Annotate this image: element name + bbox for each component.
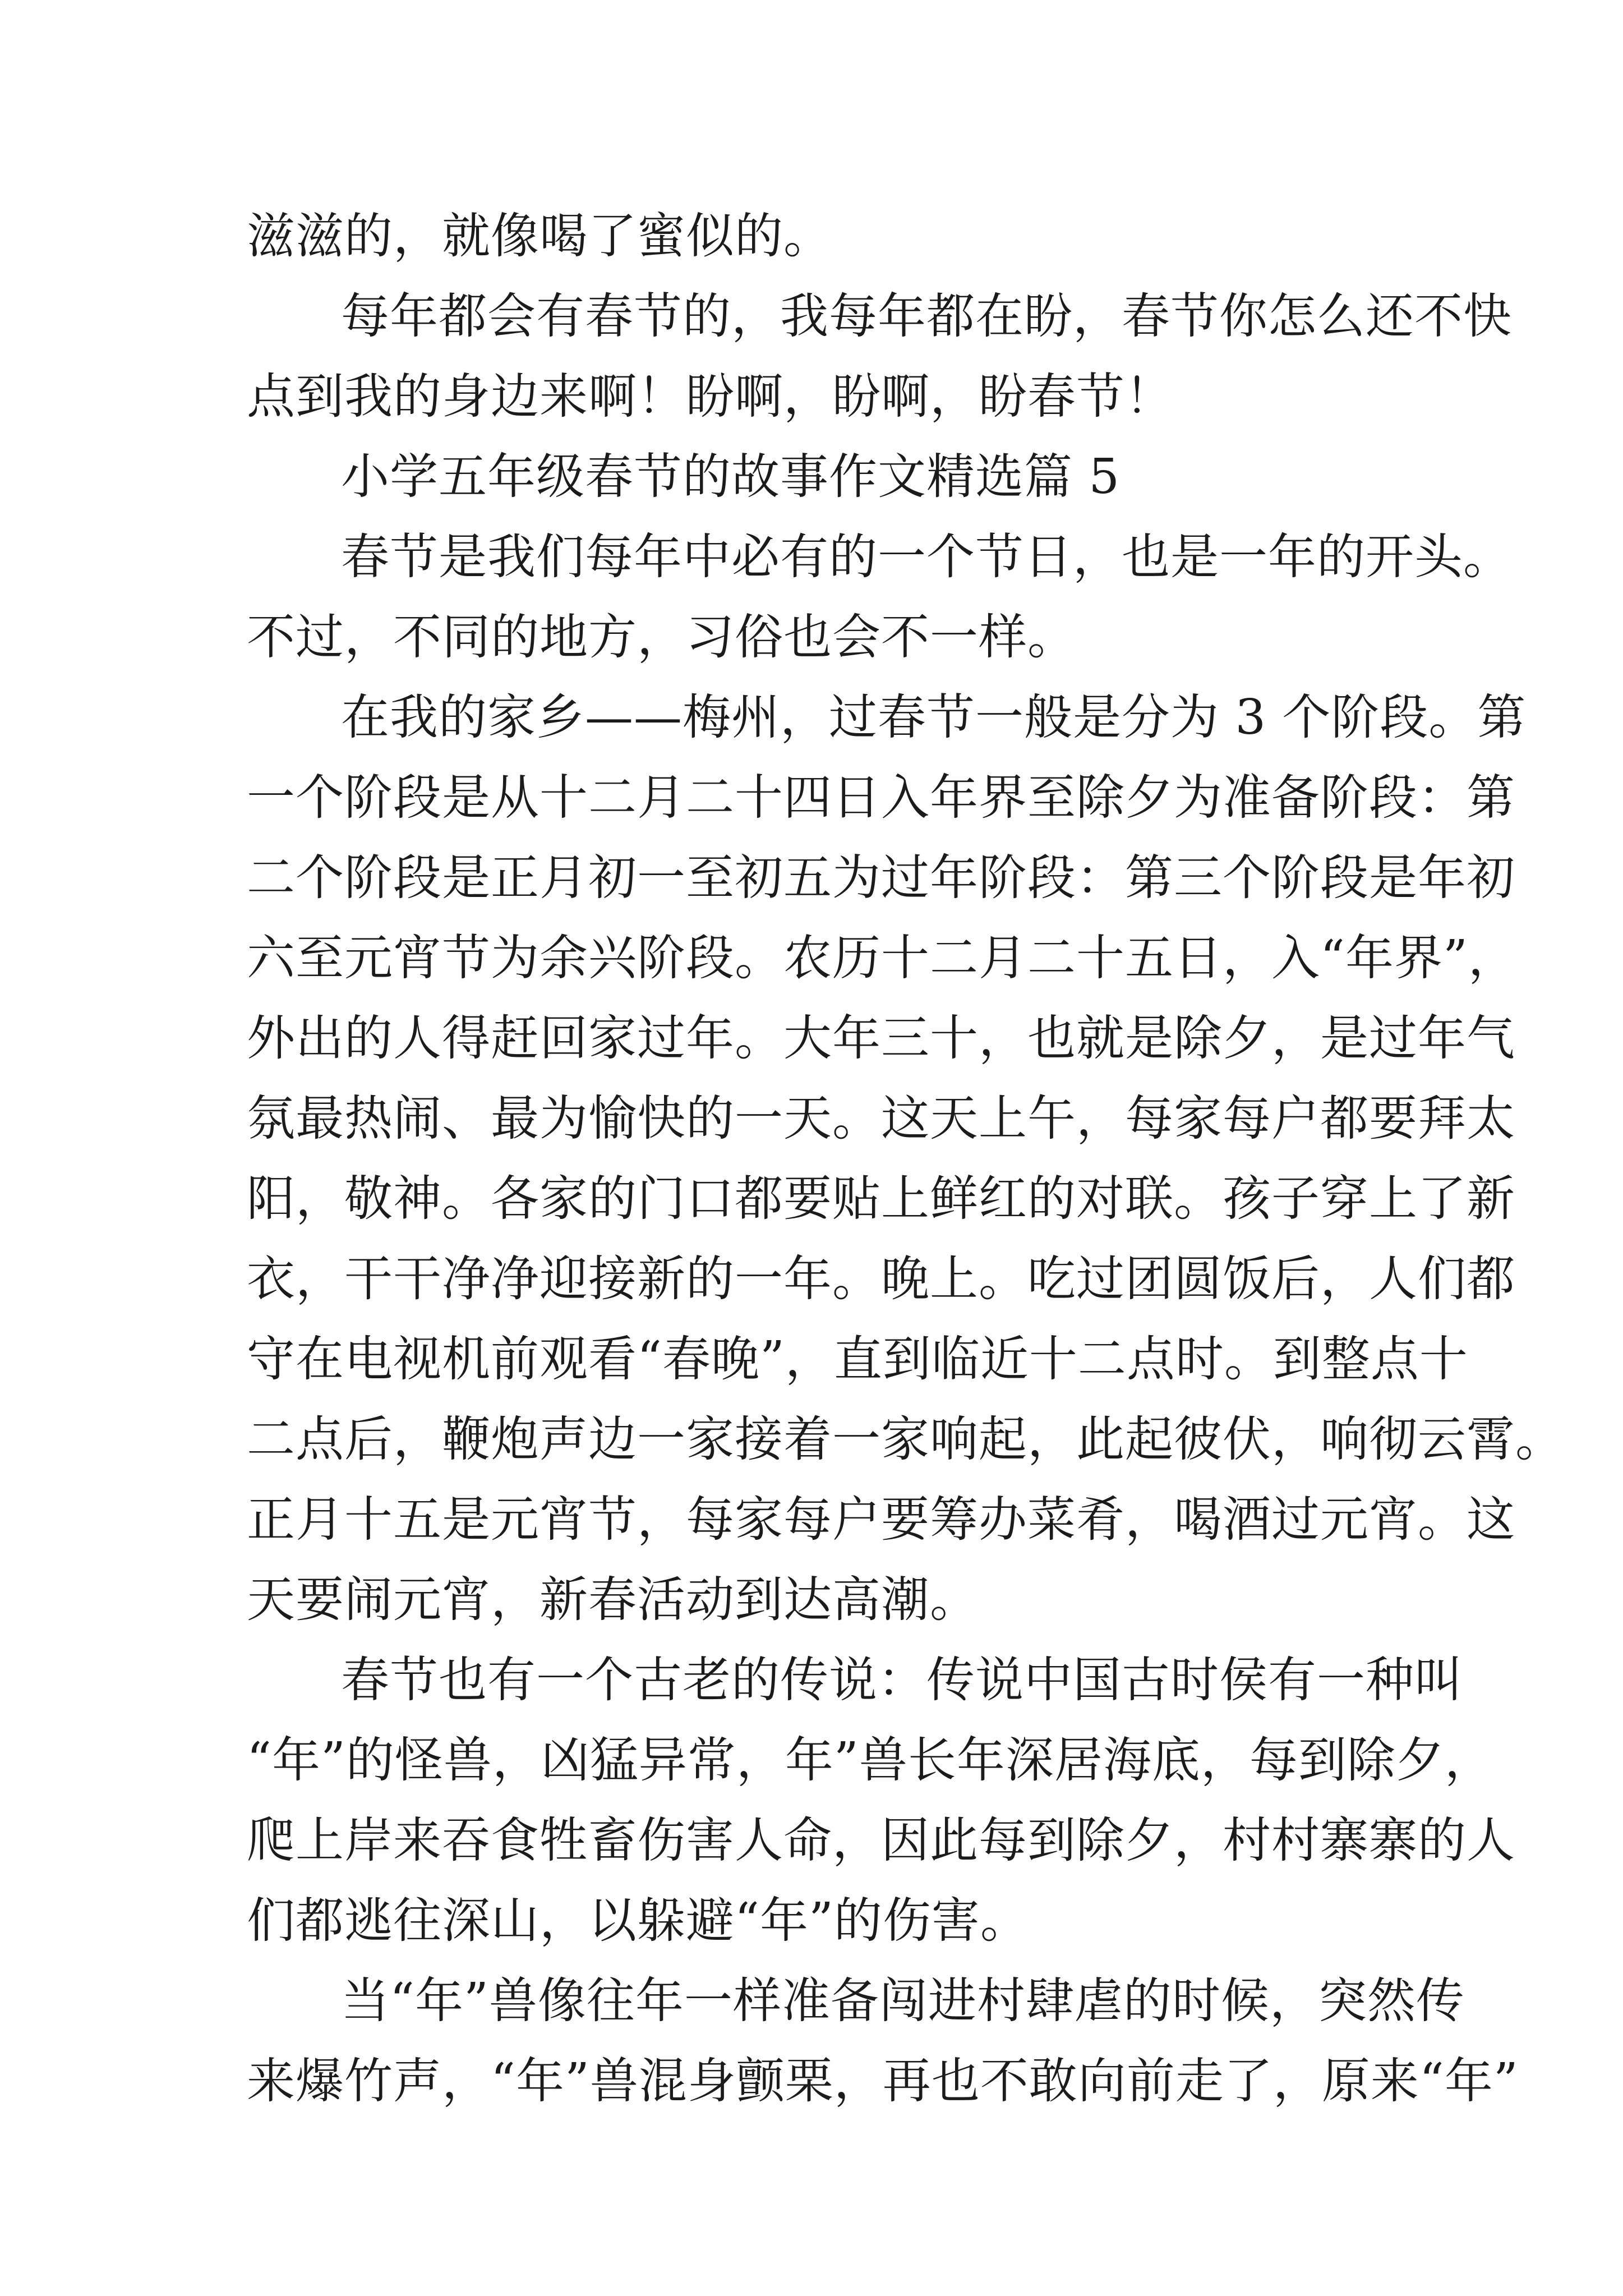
text-line-19: 春节也有一个古老的传说：传说中国古时侯有一种叫 (341, 1652, 1463, 1708)
text-line-21: 爬上岸来吞食牲畜伤害人命，因此每到除夕，村村寨寨的人 (247, 1812, 1515, 1869)
text-line-9: 二个阶段是正月初一至初五为过年阶段：第三个阶段是年初 (247, 850, 1515, 906)
text-line-7: 在我的家乡——梅州，过春节一般是分为 3 个阶段。第 (341, 689, 1527, 746)
text-line-11: 外出的人得赶回家过年。大年三十，也就是除夕，是过年气 (247, 1010, 1515, 1066)
text-line-12: 氛最热闹、最为愉快的一天。这天上午，每家每户都要拜太 (247, 1091, 1515, 1147)
text-line-8: 一个阶段是从十二月二十四日入年界至除夕为准备阶段：第 (247, 770, 1515, 826)
text-line-10: 六至元宵节为余兴阶段。农历十二月二十五日，入“年界”， (247, 930, 1517, 986)
text-line-13: 阳，敬神。各家的门口都要贴上鲜红的对联。孩子穿上了新 (247, 1171, 1515, 1227)
text-line-22: 们都逃往深山，以躲避“年”的伤害。 (247, 1893, 1029, 1949)
text-line-24: 来爆竹声，“年”兽混身颤栗，再也不敢向前走了，原来“年” (247, 2053, 1519, 2109)
text-line-3: 点到我的身边来啊！盼啊，盼啊，盼春节！ (247, 369, 1174, 425)
text-line-23: 当“年”兽像往年一样准备闯进村肆虐的时候，突然传 (341, 1973, 1465, 2029)
text-line-15: 守在电视机前观看“春晚”，直到临近十二点时。到整点十 (247, 1331, 1468, 1387)
document-body (247, 196, 1564, 2122)
text-line-17: 正月十五是元宵节，每家每户要筹办菜肴，喝酒过元宵。这 (247, 1492, 1515, 1548)
text-line-20: “年”的怪兽，凶猛异常，年”兽长年深居海底，每到除夕， (247, 1732, 1493, 1788)
text-line-16: 二点后，鞭炮声边一家接着一家响起，此起彼伏，响彻云霄。 (247, 1411, 1564, 1467)
text-line-1: 滋滋的，就像喝了蜜似的。 (247, 208, 832, 264)
section-heading: 小学五年级春节的故事作文精选篇 5 (341, 449, 1121, 505)
text-line-5: 春节是我们每年中必有的一个节日，也是一年的开头。 (341, 529, 1512, 585)
text-line-6: 不过，不同的地方，习俗也会不一样。 (247, 609, 1076, 665)
text-line-18: 天要闹元宵，新春活动到达高潮。 (247, 1572, 979, 1628)
text-line-14: 衣，干干净净迎接新的一年。晚上。吃过团圆饭后，人们都 (247, 1251, 1515, 1307)
text-line-2: 每年都会有春节的，我每年都在盼，春节你怎么还不快 (341, 288, 1512, 344)
